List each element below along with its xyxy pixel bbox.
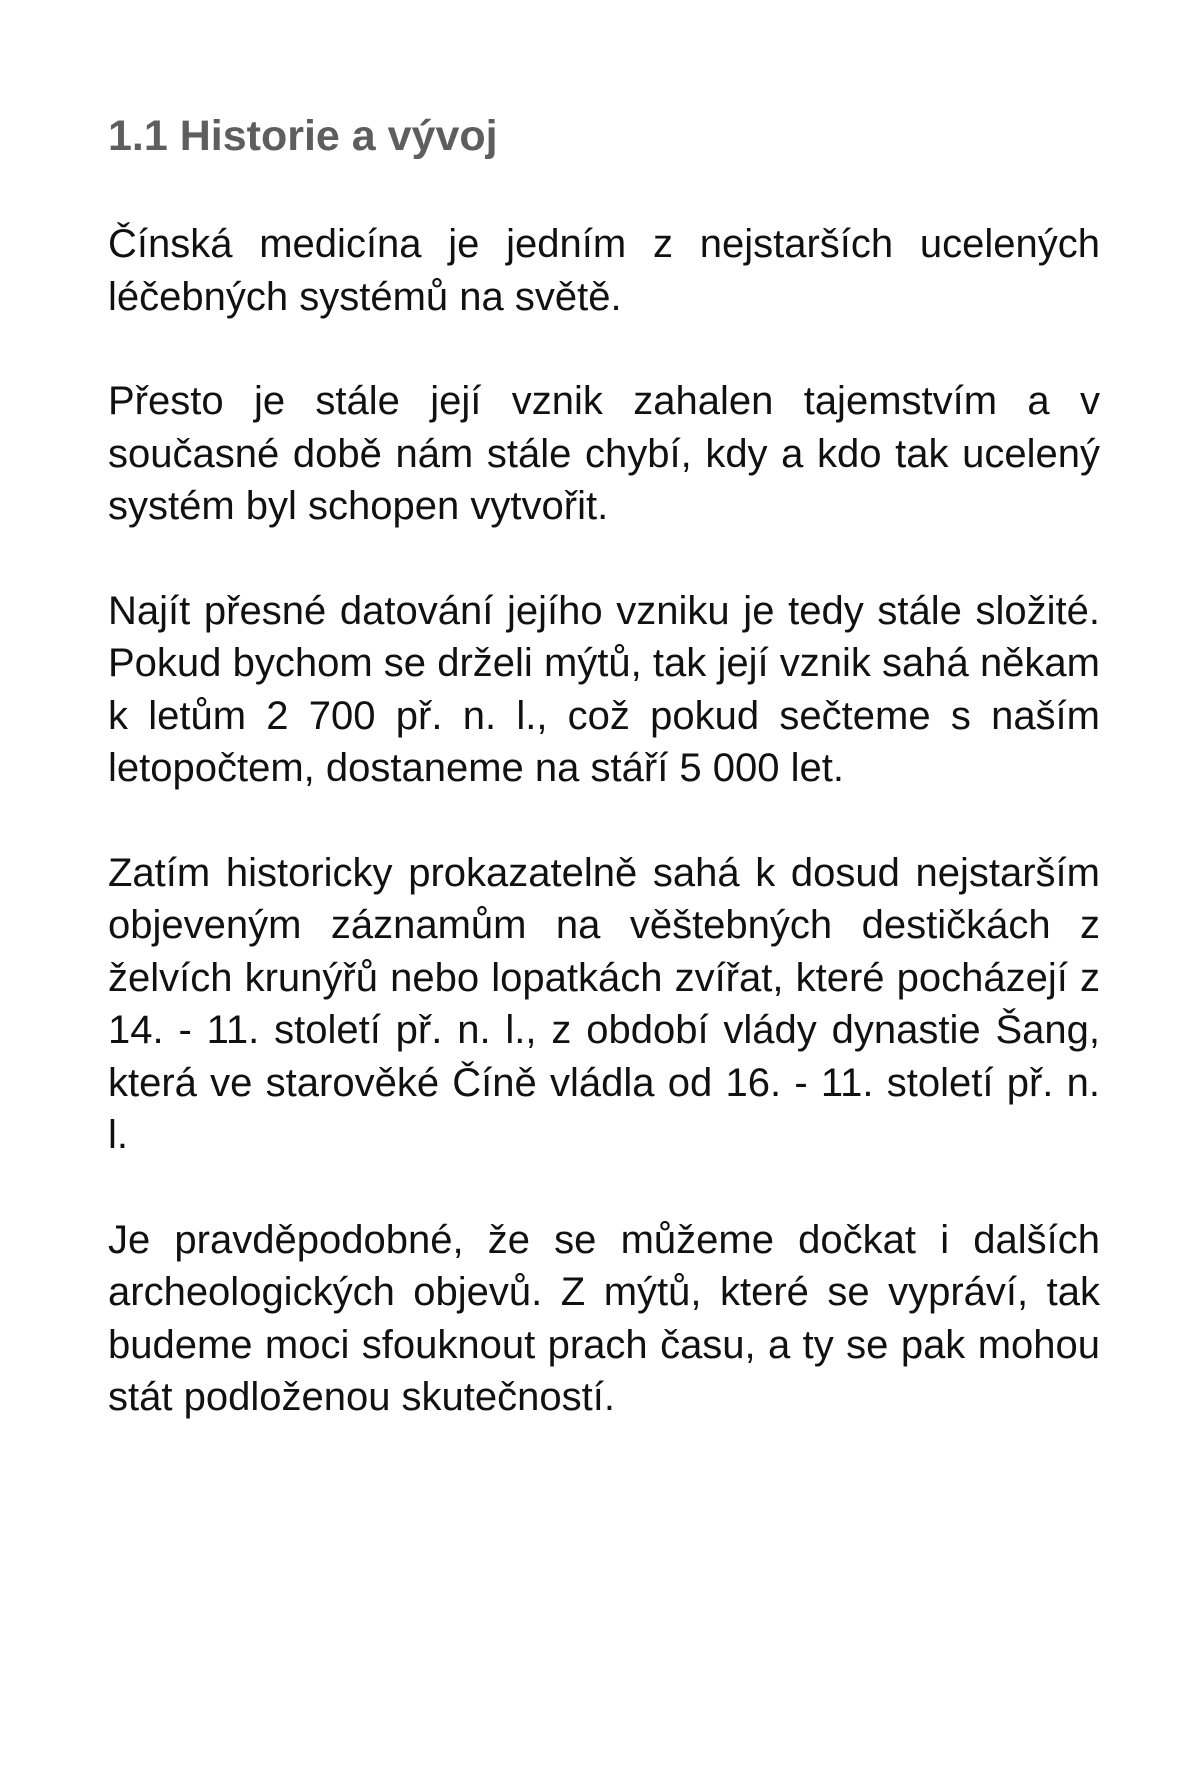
paragraph-3: Najít přesné datování jejího vzniku je tedy stále složité. Pokud bychom se drželi mýtů, tak její vznik sahá někam k letům 2 700 př. n. l., což pokud sečteme s naším letopočtem, dostaneme na stáří 5 000 let. <box>108 588 1100 790</box>
paragraph-1: Čínská medicína je jedním z nejstarších ucelených léčebných systémů na světě. <box>108 222 1100 319</box>
section-content <box>108 110 1100 1476</box>
paragraph-2: Přesto je stále její vznik zahalen tajemstvím a v současné době nám stále chybí, kdy a kdo tak ucelený systém byl schopen vytvořit. <box>108 379 1100 528</box>
section-heading: 1.1 Historie a vývoj <box>108 112 498 160</box>
paragraph-5: Je pravděpodobné, že se můžeme dočkat i dalších archeologických objevů. Z mýtů, které se vypráví, tak budeme moci sfouknout prach času, a ty se pak mohou stát podloženou skutečností. <box>108 1217 1100 1419</box>
paragraph-4: Zatím historicky prokazatelně sahá k dosud nejstarším objeveným záznamům na věštebných destičkách z želvích krunýřů nebo lopatkách zvířat, které pocházejí z 14. - 11. století př. n. l., z období vlády dynastie Šang, která ve starověké Číně vládla od 16. - 11. století př. n. l. <box>108 850 1100 1157</box>
